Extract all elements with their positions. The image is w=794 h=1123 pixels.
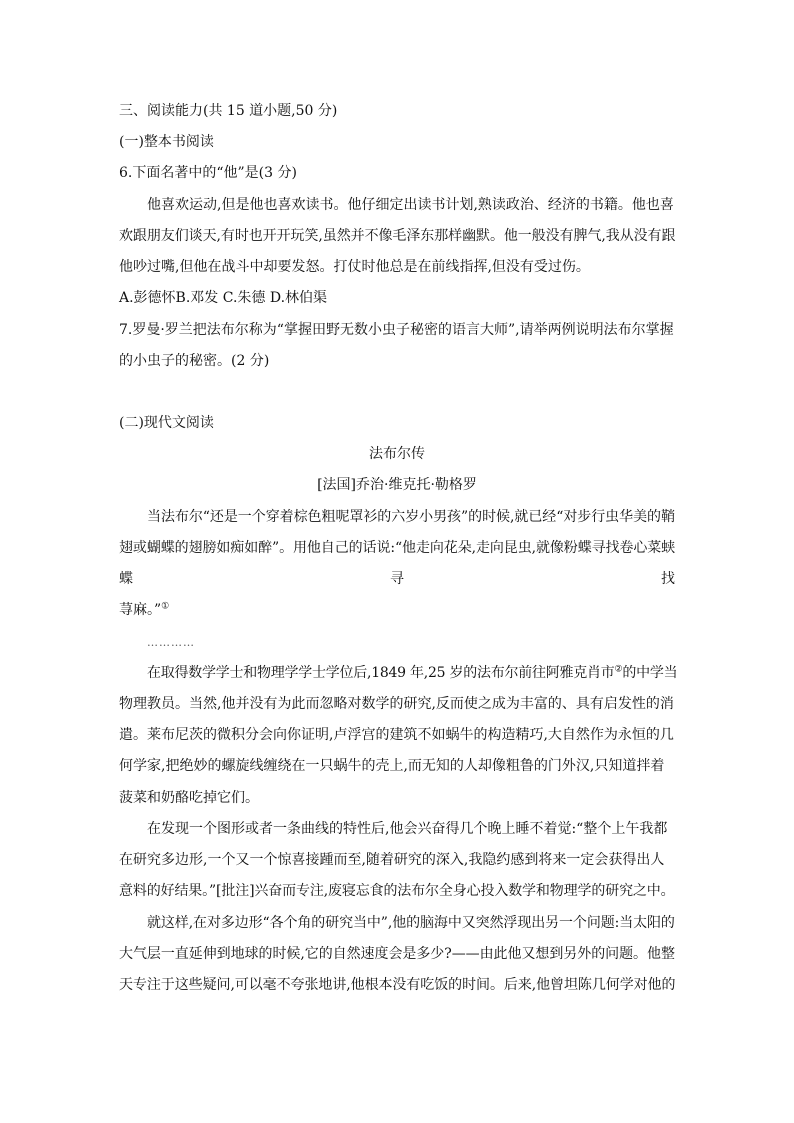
article-paragraph-line	[147, 663, 678, 683]
article-paragraph-line: 遣。莱布尼茨的微积分会向你证明,卢浮宫的建筑不如蜗牛的构造精巧,大自然作为永恒的几	[119, 727, 674, 743]
article-paragraph-end	[119, 600, 675, 620]
paragraph-text: 的中学当	[622, 665, 678, 681]
article-paragraph-line: 就这样,在对多边形“各个角的研究当中”,他的脑海中又突然浮现出另一个问题:当太阳的	[147, 915, 675, 931]
article-paragraph-line: 翅或蝴蝶的翅膀如痴如醉”。用他自己的话说:“他走向花朵,走向昆虫,就像粉蝶寻找卷心菜蛱	[119, 540, 676, 556]
article-paragraph-line: 当法布尔“还是一个穿着棕色粗呢罩衫的六岁小男孩”的时候,就已经“对步行虫华美的鞘	[147, 509, 675, 525]
article-justified-line	[119, 569, 675, 589]
part2-heading: (二)现代文阅读	[119, 415, 214, 431]
q6-passage-line: 他喜欢运动,但是他也喜欢读书。他仔细定出读书计划,熟读政治、经济的书籍。他也喜	[147, 197, 674, 213]
article-paragraph-line: 在发现一个图形或者一条曲线的特性后,他会兴奋得几个晚上睡不着觉:“整个上午我都	[147, 821, 668, 837]
article-paragraph-line: 物理教员。当然,他并没有为此而忽略对数学的研究,反而使之成为丰富的、具有启发性的消	[119, 696, 674, 712]
question-7-line: 的小虫子的秘密。(2 分)	[119, 353, 270, 369]
paragraph-text: 在取得数学学士和物理学学士学位后,1849 年,25 岁的法布尔前往阿雅克肖市	[147, 665, 615, 681]
ellipsis: …………	[147, 636, 195, 649]
article-paragraph-line: 大气层一直延伸到地球的时候,它的自然速度会是多少?——由此他又想到另外的问题。他整	[119, 946, 675, 962]
section-heading: 三、阅读能力(共 15 道小题,50 分)	[119, 103, 338, 119]
q6-passage-line: 他吵过嘴,但他在战斗中却要发怒。打仗时他总是在前线指挥,但没有受过伤。	[119, 259, 590, 275]
part1-heading: (一)整本书阅读	[119, 134, 214, 150]
q6-passage-line: 欢跟朋友们谈天,有时也开开玩笑,虽然并不像毛泽东那样幽默。他一般没有脾气,我从没有跟	[119, 228, 676, 244]
article-paragraph-line: 天专注于这些疑问,可以毫不夸张地讲,他根本没有吃饭的时间。后来,他曾坦陈几何学对他的	[119, 977, 676, 993]
footnote-marker: ②	[614, 664, 623, 675]
article-paragraph-line: 在研究多边形,一个又一个惊喜接踵而至,随着研究的深入,我隐约感到将来一定会获得出人	[119, 852, 665, 868]
spread-char: 寻	[390, 571, 404, 587]
q6-options: A.彭德怀B.邓发 C.朱德 D.林伯渠	[119, 290, 328, 306]
paragraph-end-text: 荨麻。”	[119, 602, 162, 618]
article-paragraph-line: 何学家,把绝妙的螺旋线缠绕在一只蜗牛的壳上,而无知的人却像粗鲁的门外汉,只知道拌着	[119, 758, 665, 774]
spread-char: 找	[661, 571, 675, 587]
spread-char: 蝶	[119, 571, 133, 587]
article-paragraph-line: 菠菜和奶酪吃掉它们。	[119, 790, 259, 806]
question-6-stem: 6.下面名著中的“他”是(3 分)	[119, 165, 297, 181]
question-7-line: 7.罗曼·罗兰把法布尔称为“掌握田野无数小虫子秘密的语言大师”,请举两例说明法布尔掌握	[119, 322, 674, 338]
article-title: 法布尔传	[369, 446, 425, 462]
article-paragraph-line: 意料的好结果。”[批注]兴奋而专注,废寝忘食的法布尔全身心投入数学和物理学的研究之中。	[119, 883, 675, 899]
article-author: [法国]乔治·维克托·勒格罗	[317, 477, 477, 493]
footnote-marker: ①	[161, 601, 170, 612]
